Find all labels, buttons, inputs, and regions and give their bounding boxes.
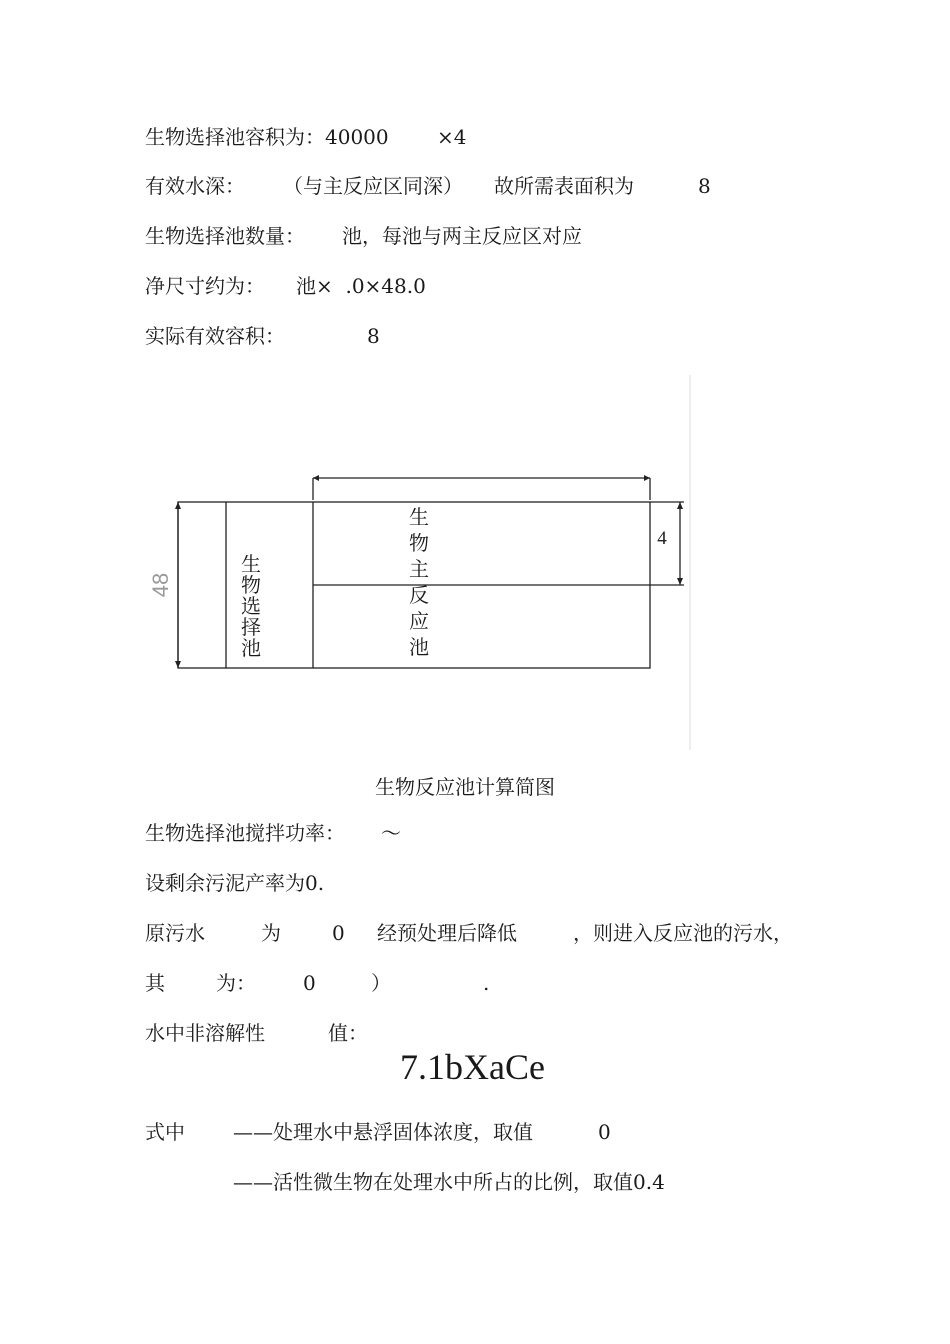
main-char: 生 <box>409 505 429 529</box>
text-line-4a: 净尺寸约为： <box>145 274 265 298</box>
selector-char: 生 <box>241 552 261 576</box>
text-line-6a: 生物选择池搅拌功率： <box>145 821 345 845</box>
main-char: 反 <box>409 583 429 607</box>
selector-char: 择 <box>241 615 261 639</box>
text-line-9d: ） <box>371 971 391 995</box>
text-line-3a: 生物选择池数量： <box>145 224 305 248</box>
text-line-3b: 池，每池与两主反应区对应 <box>342 224 582 248</box>
text-line-5a: 实际有效容积： <box>145 324 285 348</box>
text-line-1b: ×4 <box>437 125 467 149</box>
selector-char: 池 <box>241 636 261 660</box>
text-line-2d: 8 <box>698 174 711 198</box>
diagram-caption: 生物反应池计算简图 <box>375 775 555 799</box>
text-line-5b: 8 <box>367 324 380 348</box>
main-char: 池 <box>409 635 429 659</box>
main-char: 应 <box>409 609 429 633</box>
text-line-9e: . <box>483 971 490 995</box>
text-line-11b: ——处理水中悬浮固体浓度，取值 <box>233 1120 533 1144</box>
text-line-8d: 经预处理后降低 <box>377 921 517 945</box>
top-arrow-left <box>313 475 319 481</box>
main-char: 物 <box>409 531 429 555</box>
text-line-8e: ，则进入反应池的污水， <box>573 921 793 945</box>
left-arrow-top <box>175 502 181 509</box>
text-line-8b: 为 <box>261 921 281 945</box>
text-line-1a: 生物选择池容积为：40000 <box>145 125 389 149</box>
main-reactor-label <box>407 504 431 660</box>
text-line-10b: 值： <box>328 1021 368 1045</box>
selector-char: 物 <box>241 573 261 597</box>
text-line-9c: 0 <box>303 971 316 995</box>
text-line-2b: （与主反应区同深） <box>283 174 463 198</box>
text-line-9b: 为： <box>216 971 256 995</box>
selector-label <box>239 554 263 659</box>
right-arrow-top <box>677 502 683 509</box>
text-line-8c: 0 <box>332 921 345 945</box>
dim-left-label: 48 <box>148 572 173 598</box>
left-arrow-bottom <box>175 661 181 668</box>
formula: 7.1bXaCe <box>400 1047 545 1087</box>
right-arrow-bottom <box>677 578 683 585</box>
text-line-4b: 池× .0×48.0 <box>296 274 426 298</box>
selector-char: 选 <box>241 594 261 618</box>
text-line-6b: ～ <box>381 821 401 845</box>
text-line-11c: 0 <box>598 1120 611 1144</box>
main-char: 主 <box>409 557 429 581</box>
text-line-9a: 其 <box>145 971 165 995</box>
text-line-2a: 有效水深： <box>145 174 245 198</box>
text-line-11a: 式中 <box>145 1120 185 1144</box>
text-line-2c: 故所需表面积为 <box>494 174 634 198</box>
dim-right-label: 4 <box>657 528 667 549</box>
text-line-12: ——活性微生物在处理水中所占的比例，取值0.4 <box>233 1170 665 1194</box>
text-line-10a: 水中非溶解性 <box>145 1021 265 1045</box>
text-line-7: 设剩余污泥产率为0. <box>145 871 325 895</box>
text-line-8a: 原污水 <box>145 921 205 945</box>
top-arrow-right <box>644 475 650 481</box>
